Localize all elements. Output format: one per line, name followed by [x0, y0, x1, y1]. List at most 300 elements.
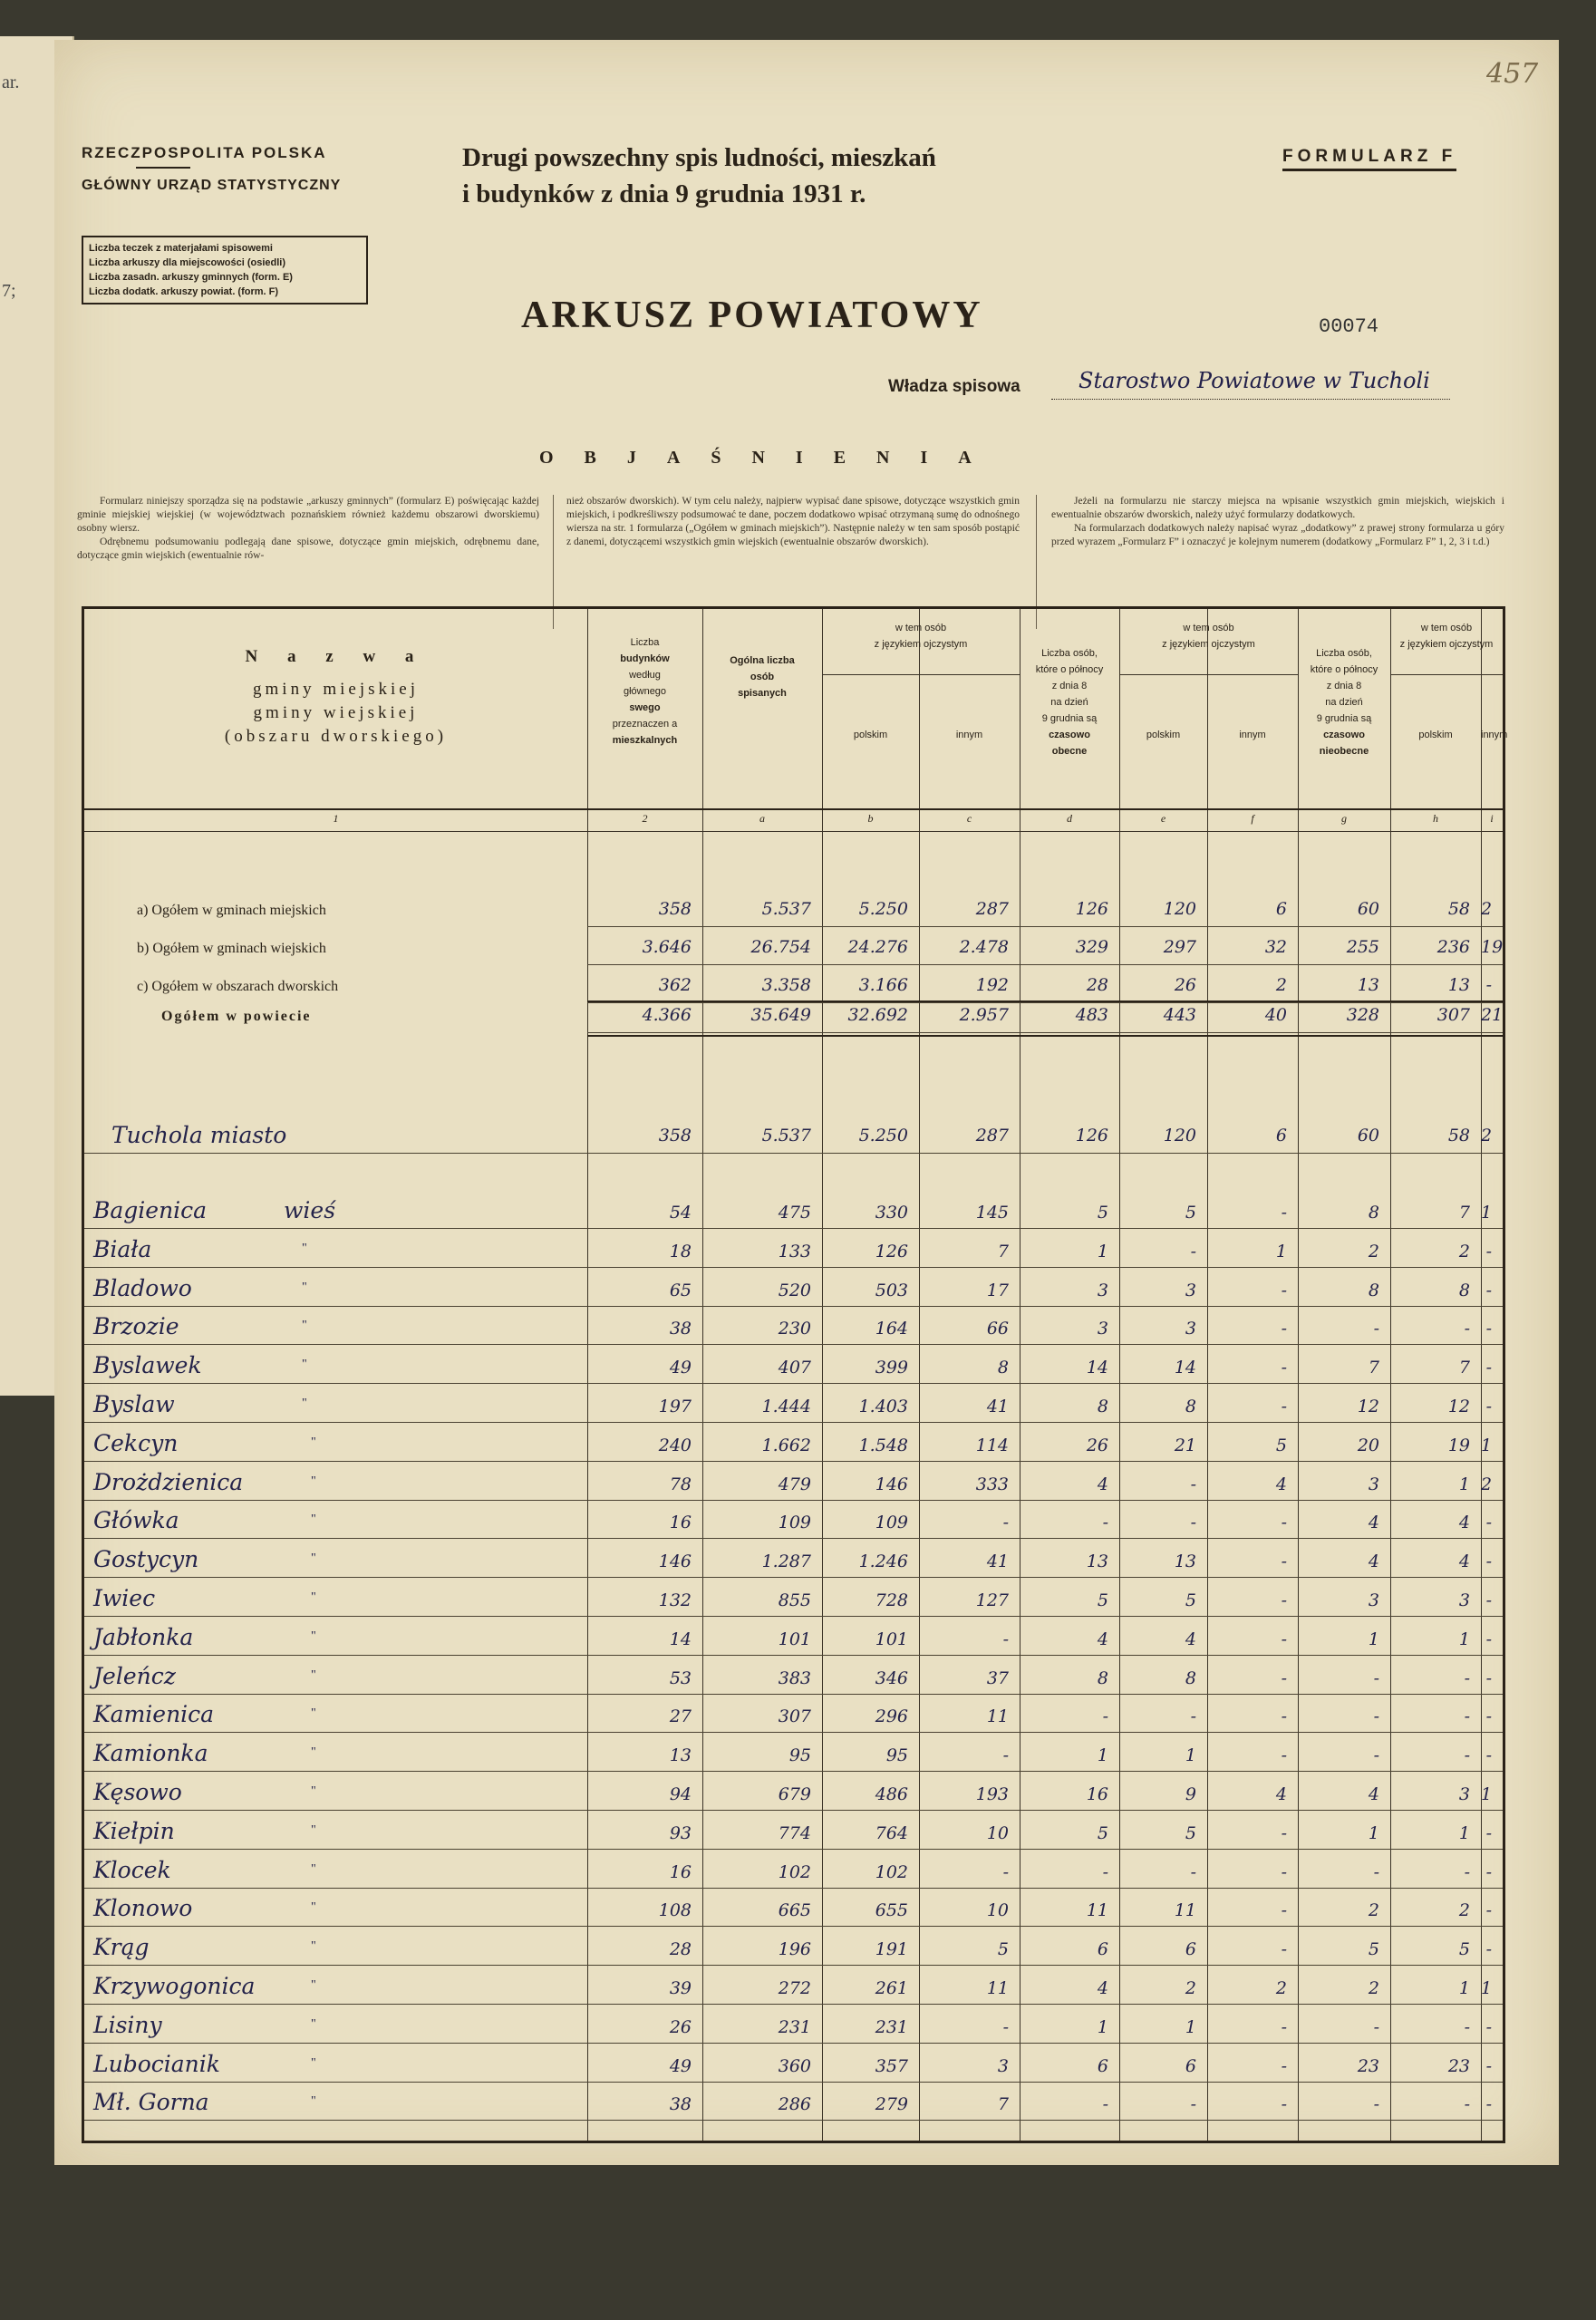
commune-row-value: 2 [1458, 1900, 1470, 1920]
commune-row-value: 109 [875, 1513, 908, 1532]
row-rule [84, 2043, 1503, 2044]
commune-row-value: 1.403 [858, 1397, 908, 1416]
authority-value: Starostwo Powiatowe w Tucholi [1079, 368, 1430, 393]
commune-row-value: 3 [1368, 1474, 1379, 1494]
commune-row-value: 1 [1368, 1629, 1379, 1649]
summary-row-value: 40 [1264, 1005, 1287, 1025]
column-number: h [1433, 812, 1438, 825]
commune-row-value: - [1373, 1745, 1379, 1765]
header-line: 9 grudnia są [1316, 713, 1372, 724]
commune-row-name: Kęsowo [93, 1779, 182, 1805]
explanations-column-3 [1051, 495, 1504, 549]
header-line: które o północy [1310, 664, 1378, 675]
commune-row-value: 7 [997, 2094, 1009, 2114]
summary-row-value: 32 [1264, 937, 1287, 957]
commune-row-value: 1 [1458, 1474, 1470, 1494]
commune-row-value: 197 [658, 1397, 692, 1416]
commune-row-name: Byslaw [93, 1391, 175, 1417]
row-rule [84, 2082, 1503, 2083]
ditto-mark: " [311, 1436, 316, 1449]
commune-row-value: 307 [778, 1706, 811, 1726]
commune-row-name: Kamionka [93, 1740, 208, 1766]
commune-row-value: - [1002, 1862, 1009, 1882]
commune-row-value: 360 [778, 2056, 811, 2076]
group-rule [1119, 674, 1298, 675]
commune-row-value: 399 [875, 1358, 908, 1378]
name-column-header [84, 645, 587, 749]
commune-row-value: 101 [875, 1629, 908, 1649]
commune-row-value: 6 [1185, 1939, 1196, 1959]
commune-row-value: - [1190, 1474, 1196, 1494]
count-commune-sheets-label: Liczba zasadn. arkuszy gminnych (form. E) [89, 272, 293, 283]
commune-row-value: 126 [875, 1242, 908, 1262]
commune-row-value: 14 [669, 1629, 692, 1649]
summary-row-value: 35.649 [750, 1005, 811, 1025]
name-header-line: gminy miejskiej [253, 680, 419, 699]
commune-row-value: - [1485, 1706, 1492, 1726]
summary-row-rule [587, 926, 1503, 927]
summary-row-value: 58 [1447, 899, 1470, 919]
census-sheet [54, 40, 1559, 2165]
commune-row-value: 3 [1458, 1590, 1470, 1610]
commune-row-value: 3 [1458, 1784, 1470, 1804]
ditto-mark: " [311, 2056, 316, 2070]
row-rule [84, 1810, 1503, 1811]
row-rule [84, 1694, 1503, 1695]
summary-row-value: 329 [1075, 937, 1108, 957]
commune-row-value: 5 [1097, 1590, 1108, 1610]
commune-row-value: 7 [997, 1242, 1009, 1262]
commune-row-value: 333 [975, 1474, 1009, 1494]
commune-row-value: - [1281, 1706, 1287, 1726]
commune-row-value: 19 [1447, 1436, 1470, 1455]
header-line: z językiem ojczystym [1399, 639, 1494, 650]
header-line: czasowo [1323, 730, 1365, 740]
row-rule [84, 1461, 1503, 1462]
commune-row-value: 94 [669, 1784, 692, 1804]
commune-row-value: 383 [778, 1668, 811, 1688]
commune-row-value: - [1102, 1513, 1108, 1532]
commune-row-value: 41 [986, 1397, 1009, 1416]
commune-row-value: 133 [778, 1242, 811, 1262]
town-row-value: 2 [1481, 1126, 1493, 1146]
commune-row-name: Jeleńcz [93, 1663, 176, 1689]
commune-row-value: - [1281, 1358, 1287, 1378]
commune-row-value: - [1190, 1513, 1196, 1532]
commune-row-value: - [1281, 1823, 1287, 1843]
commune-row-value: 4 [1275, 1784, 1287, 1804]
commune-row-value: - [1281, 1203, 1287, 1223]
commune-row-value: 39 [669, 1978, 692, 1998]
commune-row-value: 4 [1368, 1784, 1379, 1804]
commune-row-value: - [1485, 2094, 1492, 2114]
commune-row-value: 4 [1458, 1513, 1470, 1532]
commune-row-value: 5 [1097, 1203, 1108, 1223]
commune-row-value: - [1485, 1281, 1492, 1300]
commune-row-value: 1.287 [761, 1552, 811, 1571]
commune-row-value: 102 [778, 1862, 811, 1882]
commune-row-value: 4 [1458, 1552, 1470, 1571]
commune-row-value: 1 [1185, 2017, 1196, 2037]
town-row-value: 60 [1357, 1126, 1379, 1146]
commune-row-value: 2 [1368, 1900, 1379, 1920]
commune-row-value: 18 [669, 1242, 692, 1262]
polish-subheader: polskim [1146, 730, 1181, 740]
commune-row-value: 479 [778, 1474, 811, 1494]
explanations-heading: OBJAŚNIENIA [539, 448, 1002, 468]
header-line: mieszkalnych [612, 735, 678, 746]
language-group-header-3 [1390, 620, 1503, 652]
summary-row-value: 2 [1481, 899, 1493, 919]
polish-subheader: polskim [853, 730, 888, 740]
commune-row-value: 7 [1458, 1358, 1470, 1378]
commune-row-value: 65 [669, 1281, 692, 1300]
ditto-mark: " [311, 1978, 316, 1992]
commune-row-name: Klonowo [93, 1895, 193, 1921]
ditto-mark: " [311, 1900, 316, 1914]
commune-row-value: - [1190, 2094, 1196, 2114]
ditto-mark: " [302, 1281, 307, 1294]
commune-row-value: 38 [669, 2094, 692, 2114]
commune-row-value: 10 [986, 1823, 1009, 1843]
ditto-mark: " [311, 1745, 316, 1759]
commune-row-value: - [1373, 1319, 1379, 1339]
commune-row-value: - [1002, 1745, 1009, 1765]
town-row-value: 120 [1163, 1126, 1196, 1146]
name-header-line: N a z w a [245, 647, 427, 666]
buildings-column-header [587, 634, 702, 749]
commune-row-value: 2 [1481, 1474, 1493, 1494]
commune-row-value: 37 [986, 1668, 1009, 1688]
header-line: na dzień [1050, 697, 1088, 708]
commune-row-value: 2 [1458, 1242, 1470, 1262]
commune-row-value: - [1281, 1939, 1287, 1959]
commune-row-value: - [1485, 2017, 1492, 2037]
commune-row-value: 5 [997, 1939, 1009, 1959]
summary-row-value: 362 [658, 975, 692, 995]
explanations-column-1 [77, 495, 539, 563]
commune-row-name: Krzywogonica [93, 1973, 256, 1999]
commune-row-value: - [1485, 1668, 1492, 1688]
commune-row-value: 407 [778, 1358, 811, 1378]
commune-row-value: - [1485, 1397, 1492, 1416]
commune-row-value: 286 [778, 2094, 811, 2114]
commune-row-value: 2 [1368, 1242, 1379, 1262]
name-header-line: gminy wiejskiej [253, 703, 419, 722]
header-line: przeznaczen a [612, 719, 678, 730]
ditto-mark: " [302, 1242, 307, 1255]
commune-row-value: 774 [778, 1823, 811, 1843]
commune-row-value: 330 [875, 1203, 908, 1223]
row-rule [84, 1849, 1503, 1850]
commune-row-value: 101 [778, 1629, 811, 1649]
commune-row-name: Drożdzienica [93, 1469, 244, 1495]
commune-row-value: 3 [1097, 1319, 1108, 1339]
census-table [82, 606, 1508, 2143]
commune-row-value: 66 [986, 1319, 1009, 1339]
town-row-value: 358 [658, 1126, 692, 1146]
commune-row-value: 26 [1086, 1436, 1108, 1455]
summary-row-value: 2.478 [959, 937, 1009, 957]
commune-row-value: 13 [669, 1745, 692, 1765]
commune-row-value: 5 [1185, 1590, 1196, 1610]
commune-row-value: 4 [1097, 1474, 1108, 1494]
commune-row-value: 2 [1185, 1978, 1196, 1998]
explanations-column-2 [566, 495, 1020, 549]
commune-row-value: 4 [1368, 1513, 1379, 1532]
count-settlement-sheets-label: Liczba arkuszy dla miejscowości (osiedli) [89, 257, 286, 268]
commune-row-value: 11 [986, 1706, 1009, 1726]
commune-row-value: - [1464, 2094, 1470, 2114]
row-rule [84, 1926, 1503, 1927]
commune-row-value: - [1485, 1745, 1492, 1765]
commune-row-value: 8 [1185, 1397, 1196, 1416]
commune-row-value: 8 [1185, 1668, 1196, 1688]
column-number: 1 [333, 812, 339, 825]
commune-row-value: 12 [1357, 1397, 1379, 1416]
commune-row-value: 1 [1097, 1242, 1108, 1262]
summary-row-rule [587, 1032, 1503, 1033]
commune-row-value: 855 [778, 1590, 811, 1610]
commune-row-value: - [1281, 1513, 1287, 1532]
summary-row-value: 3.358 [761, 975, 811, 995]
header-line: w tem osób [895, 623, 947, 633]
commune-row-value: 5 [1185, 1203, 1196, 1223]
commune-row-value: - [1281, 1668, 1287, 1688]
explanation-paragraph: nież obszarów dworskich). W tym celu należy, najpierw wypisać dane spisowe, dotyczące wszystkich gmin miejskich, i podkreśliwszy podsumować te dane, poczem dodatkowo wpisać otrzymaną sumę do odnośnego wiersza na str. 1 formularza („Ogółem w gminach miejskich”). Następnie należy w ten sam sposób postąpić z danemi, dotyczącemi wszystkich gmin wiejskich (ewentualnie obszarów dworskich). [566, 496, 1020, 547]
header-line: 9 grudnia są [1041, 713, 1098, 724]
summary-row-value: 2.957 [959, 1005, 1009, 1025]
commune-row-value: 8 [1097, 1668, 1108, 1688]
counts-box [82, 236, 368, 304]
commune-row-value: 2 [1368, 1978, 1379, 1998]
row-rule [84, 1267, 1503, 1268]
commune-row-value: 8 [997, 1358, 1009, 1378]
header-line: które o północy [1035, 664, 1104, 675]
commune-row-value: - [1002, 2017, 1009, 2037]
commune-row-value: - [1485, 1629, 1492, 1649]
commune-row-value: - [1464, 2017, 1470, 2037]
commune-row-value: 93 [669, 1823, 692, 1843]
commune-row-name: Cekcyn [93, 1430, 179, 1456]
commune-row-value: 1 [1185, 1745, 1196, 1765]
commune-row-name: Iwiec [93, 1585, 156, 1611]
issuer-block [82, 144, 341, 194]
commune-row-value: 146 [658, 1552, 692, 1571]
row-rule [84, 2120, 1503, 2121]
row-rule [84, 1732, 1503, 1733]
summary-row-value: 28 [1086, 975, 1108, 995]
summary-row-value: 3.646 [642, 937, 692, 957]
ditto-mark: " [311, 1590, 316, 1604]
ditto-mark: " [302, 1319, 307, 1332]
commune-row-value: 20 [1357, 1436, 1379, 1455]
village-label: wieś [284, 1197, 336, 1223]
commune-row-value: 54 [669, 1203, 692, 1223]
header-line: Liczba osób, [1316, 648, 1372, 659]
commune-row-value: - [1190, 1706, 1196, 1726]
commune-row-value: 17 [986, 1281, 1009, 1300]
census-title-line-1: Drugi powszechny spis ludności, mieszkań [462, 143, 936, 172]
commune-row-value: - [1373, 2017, 1379, 2037]
commune-row-value: - [1281, 1552, 1287, 1571]
town-row-value: 126 [1075, 1126, 1108, 1146]
other-subheader: innym [955, 730, 983, 740]
commune-row-value: 109 [778, 1513, 811, 1532]
commune-row-value: - [1485, 1590, 1492, 1610]
row-rule [84, 1422, 1503, 1423]
sheet-number: 00074 [1319, 315, 1379, 338]
commune-row-value: 1 [1458, 1978, 1470, 1998]
summary-row-value: 4.366 [642, 1005, 692, 1025]
header-line: spisanych [738, 688, 787, 699]
commune-row-value: 4 [1368, 1552, 1379, 1571]
column-number: c [966, 812, 972, 825]
town-row-value: 6 [1275, 1126, 1287, 1146]
ditto-mark: " [311, 1668, 316, 1682]
header-line: Liczba [630, 637, 660, 648]
commune-row-value: 3 [1185, 1319, 1196, 1339]
commune-row-value: - [1281, 1629, 1287, 1649]
commune-row-value: 4 [1097, 1629, 1108, 1649]
commune-row-value: - [1102, 1706, 1108, 1726]
summary-row-value: 120 [1163, 899, 1196, 919]
header-line: Ogólna liczba [730, 655, 795, 666]
commune-row-value: - [1464, 1745, 1470, 1765]
commune-row-value: 102 [875, 1862, 908, 1882]
commune-row-name: Klocek [93, 1857, 171, 1883]
commune-row-value: 1.246 [858, 1552, 908, 1571]
total-persons-column-header [702, 652, 822, 701]
language-group-header-1 [822, 620, 1020, 652]
commune-row-name: Brzozie [93, 1313, 179, 1339]
strip-note-2: 7; [2, 281, 16, 301]
ditto-mark: " [302, 1397, 307, 1410]
ditto-mark: " [302, 1358, 307, 1371]
commune-row-value: - [1485, 1358, 1492, 1378]
commune-row-value: 38 [669, 1319, 692, 1339]
commune-row-value: 13 [1174, 1552, 1196, 1571]
header-rule [84, 808, 1503, 810]
commune-row-value: 164 [875, 1319, 908, 1339]
header-line: głównego [623, 686, 667, 697]
commune-row-name: Gostycyn [93, 1546, 199, 1572]
commune-row-value: 6 [1185, 2056, 1196, 2076]
count-extra-sheets-label: Liczba dodatk. arkuszy powiat. (form. F) [89, 286, 279, 297]
commune-row-value: - [1464, 1319, 1470, 1339]
commune-row-value: 28 [669, 1939, 692, 1959]
commune-row-value: 5 [1458, 1939, 1470, 1959]
summary-row-value: 236 [1436, 937, 1470, 957]
commune-row-value: 23 [1447, 2056, 1470, 2076]
corner-note: 457 [1486, 58, 1539, 90]
ditto-mark: " [311, 1784, 316, 1798]
commune-row-value: - [1485, 2056, 1492, 2076]
row-rule [84, 1228, 1503, 1229]
commune-row-value: 4 [1275, 1474, 1287, 1494]
ditto-mark: " [311, 1552, 316, 1565]
column-number: a [759, 812, 765, 825]
commune-row-name: Lubocianik [93, 2051, 220, 2077]
commune-row-value: 5 [1275, 1436, 1287, 1455]
header-line: na dzień [1325, 697, 1363, 708]
summary-row-value: 126 [1075, 899, 1108, 919]
row-rule [84, 1153, 1503, 1154]
census-title [462, 140, 936, 212]
summary-row-value: 5.250 [858, 899, 908, 919]
row-rule [84, 1888, 1503, 1889]
commune-row-value: 27 [669, 1706, 692, 1726]
row-rule [84, 2004, 1503, 2005]
commune-row-value: 7 [1368, 1358, 1379, 1378]
summary-row-rule [587, 1002, 1503, 1003]
summary-row-value: 5.537 [761, 899, 811, 919]
commune-row-value: - [1190, 1242, 1196, 1262]
commune-row-value: 1 [1368, 1823, 1379, 1843]
commune-row-name: Kamienica [93, 1701, 215, 1727]
summary-row-value: 255 [1346, 937, 1379, 957]
town-row-value: 58 [1447, 1126, 1470, 1146]
commune-row-value: 95 [788, 1745, 811, 1765]
commune-row-value: 95 [885, 1745, 908, 1765]
commune-row-name: Byslawek [93, 1352, 202, 1378]
commune-row-value: 728 [875, 1590, 908, 1610]
other-subheader: innym [1239, 730, 1266, 740]
summary-row-value: 2 [1275, 975, 1287, 995]
header-line: z językiem ojczystym [874, 639, 968, 650]
commune-row-name: Jabłonka [93, 1624, 194, 1650]
commune-row-name: Krąg [93, 1934, 150, 1960]
commune-row-value: 231 [778, 2017, 811, 2037]
explanation-paragraph: Formularz niniejszy sporządza się na podstawie „arkuszy gminnych” (formularz E) poświęcając każdej gminie miejskiej wiejskiej (w województwach poznańskiem również każdemu obszarowi dworskiemu) osobny wiersz. [77, 496, 539, 534]
summary-row-value: 24.276 [847, 937, 908, 957]
commune-row-value: 16 [669, 1513, 692, 1532]
column-number: f [1251, 812, 1254, 825]
row-rule [84, 1344, 1503, 1345]
header-line: nieobecne [1319, 746, 1369, 757]
summary-row-value: 483 [1075, 1005, 1108, 1025]
commune-row-value: - [1464, 1668, 1470, 1688]
commune-row-name: Kiełpin [93, 1818, 175, 1844]
commune-row-name: Bladowo [93, 1275, 192, 1301]
ditto-mark: " [311, 2094, 316, 2108]
commune-row-value: - [1485, 1513, 1492, 1532]
commune-row-value: - [1464, 1862, 1470, 1882]
commune-row-value: 26 [669, 2017, 692, 2037]
temporarily-absent-column-header [1298, 645, 1390, 759]
row-rule [84, 1655, 1503, 1656]
commune-row-value: 132 [658, 1590, 692, 1610]
explanation-paragraph: Na formularzach dodatkowych należy napisać wyraz „dodatkowy” z prawej strony formularza u góry przed wyrazem „Formularz F” i oznaczyć je kolejnym numerem (dodatkowy „Formularz F” 1, 2, 3 i t.d.) [1051, 523, 1504, 547]
commune-row-value: 240 [658, 1436, 692, 1455]
ditto-mark: " [311, 1823, 316, 1837]
summary-row-value: 26 [1174, 975, 1196, 995]
summary-row-value: 13 [1447, 975, 1470, 995]
language-group-header-2 [1119, 620, 1298, 652]
commune-row-value: 4 [1097, 1978, 1108, 1998]
summary-total-rule [587, 1035, 1503, 1037]
commune-row-value: 21 [1174, 1436, 1196, 1455]
column-number: e [1160, 812, 1166, 825]
row-rule [84, 1616, 1503, 1617]
commune-row-value: 679 [778, 1784, 811, 1804]
summary-row-value: 13 [1357, 975, 1379, 995]
ditto-mark: " [311, 1629, 316, 1643]
header-line: w tem osób [1420, 623, 1473, 633]
summary-row-rule [587, 964, 1503, 965]
summary-row-value: 60 [1357, 899, 1379, 919]
commune-row-value: 1.662 [761, 1436, 811, 1455]
